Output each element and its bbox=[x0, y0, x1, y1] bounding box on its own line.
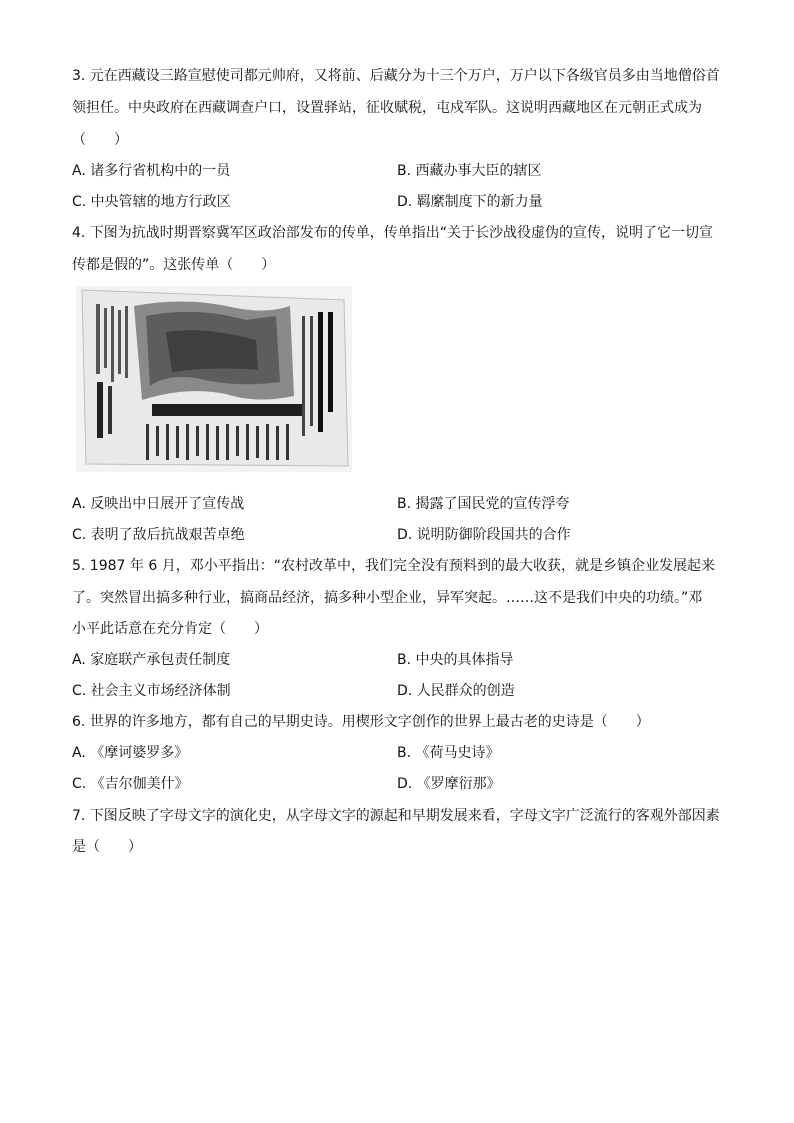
q4-stem-line2: 传都是假的”。这张传单（ ） bbox=[72, 257, 276, 273]
q3-option-c[interactable]: C. 中央管辖的地方行政区 bbox=[72, 194, 231, 210]
q4-option-b[interactable]: B. 揭露了国民党的宣传浮夸 bbox=[397, 496, 570, 512]
q6-stem-line1: 6. 世界的许多地方，都有自己的早期史诗。用楔形文字创作的世界上最古老的史诗是（ ） bbox=[72, 714, 650, 730]
q3-option-a[interactable]: A. 诸多行省机构中的一员 bbox=[72, 163, 231, 179]
q6-option-a[interactable]: A. 《摩诃婆罗多》 bbox=[72, 745, 189, 761]
q4-option-d[interactable]: D. 说明防御阶段国共的合作 bbox=[397, 527, 571, 543]
q6-option-d[interactable]: D. 《罗摩衍那》 bbox=[397, 776, 501, 792]
q4-option-c[interactable]: C. 表明了敌后抗战艰苦卓绝 bbox=[72, 527, 245, 543]
q3-option-b[interactable]: B. 西藏办事大臣的辖区 bbox=[397, 163, 542, 179]
q6-option-b[interactable]: B. 《荷马史诗》 bbox=[397, 745, 500, 761]
q5-stem-line3: 小平此话意在充分肯定（ ） bbox=[72, 621, 268, 637]
q5-stem-line2: 了。突然冒出搞多种行业，搞商品经济，搞多种小型企业，异军突起。……这不是我们中央的功绩。”邓 bbox=[72, 590, 703, 606]
q6-option-c[interactable]: C. 《吉尔伽美什》 bbox=[72, 776, 189, 792]
leaflet-picture bbox=[76, 286, 352, 472]
q3-stem-blank: （ ） bbox=[72, 132, 128, 148]
q3-option-d[interactable]: D. 羁縻制度下的新力量 bbox=[397, 194, 543, 210]
q4-option-a[interactable]: A. 反映出中日展开了宣传战 bbox=[72, 496, 245, 512]
q5-option-d[interactable]: D. 人民群众的创造 bbox=[397, 683, 515, 699]
q7-stem-line1: 7. 下图反映了字母文字的演化史，从字母文字的源起和早期发展来看，字母文字广泛流行的客观外部因素 bbox=[72, 808, 720, 824]
propaganda-leaflet-image bbox=[76, 286, 352, 472]
q5-stem-line1: 5. 1987 年 6 月，邓小平指出：“农村改革中，我们完全没有预料到的最大收获，就是乡镇企业发展起来 bbox=[72, 558, 715, 574]
q3-stem-line1: 3. 元在西藏设三路宣慰使司都元帅府，又将前、后藏分为十三个万户，万户以下各级官员多由当地僧俗首 bbox=[72, 68, 720, 84]
q5-option-c[interactable]: C. 社会主义市场经济体制 bbox=[72, 683, 231, 699]
q3-stem-line2: 领担任。中央政府在西藏调查户口，设置驿站，征收赋税，屯戍军队。这说明西藏地区在元朝正式成为 bbox=[72, 100, 702, 116]
q5-option-b[interactable]: B. 中央的具体指导 bbox=[397, 652, 514, 668]
q5-option-a[interactable]: A. 家庭联产承包责任制度 bbox=[72, 652, 231, 668]
q4-stem-line1: 4. 下图为抗战时期晋察冀军区政治部发布的传单，传单指出“关于长沙战役虚伪的宣传，说明了它一切宣 bbox=[72, 225, 714, 241]
q7-stem-line2: 是（ ） bbox=[72, 839, 142, 855]
